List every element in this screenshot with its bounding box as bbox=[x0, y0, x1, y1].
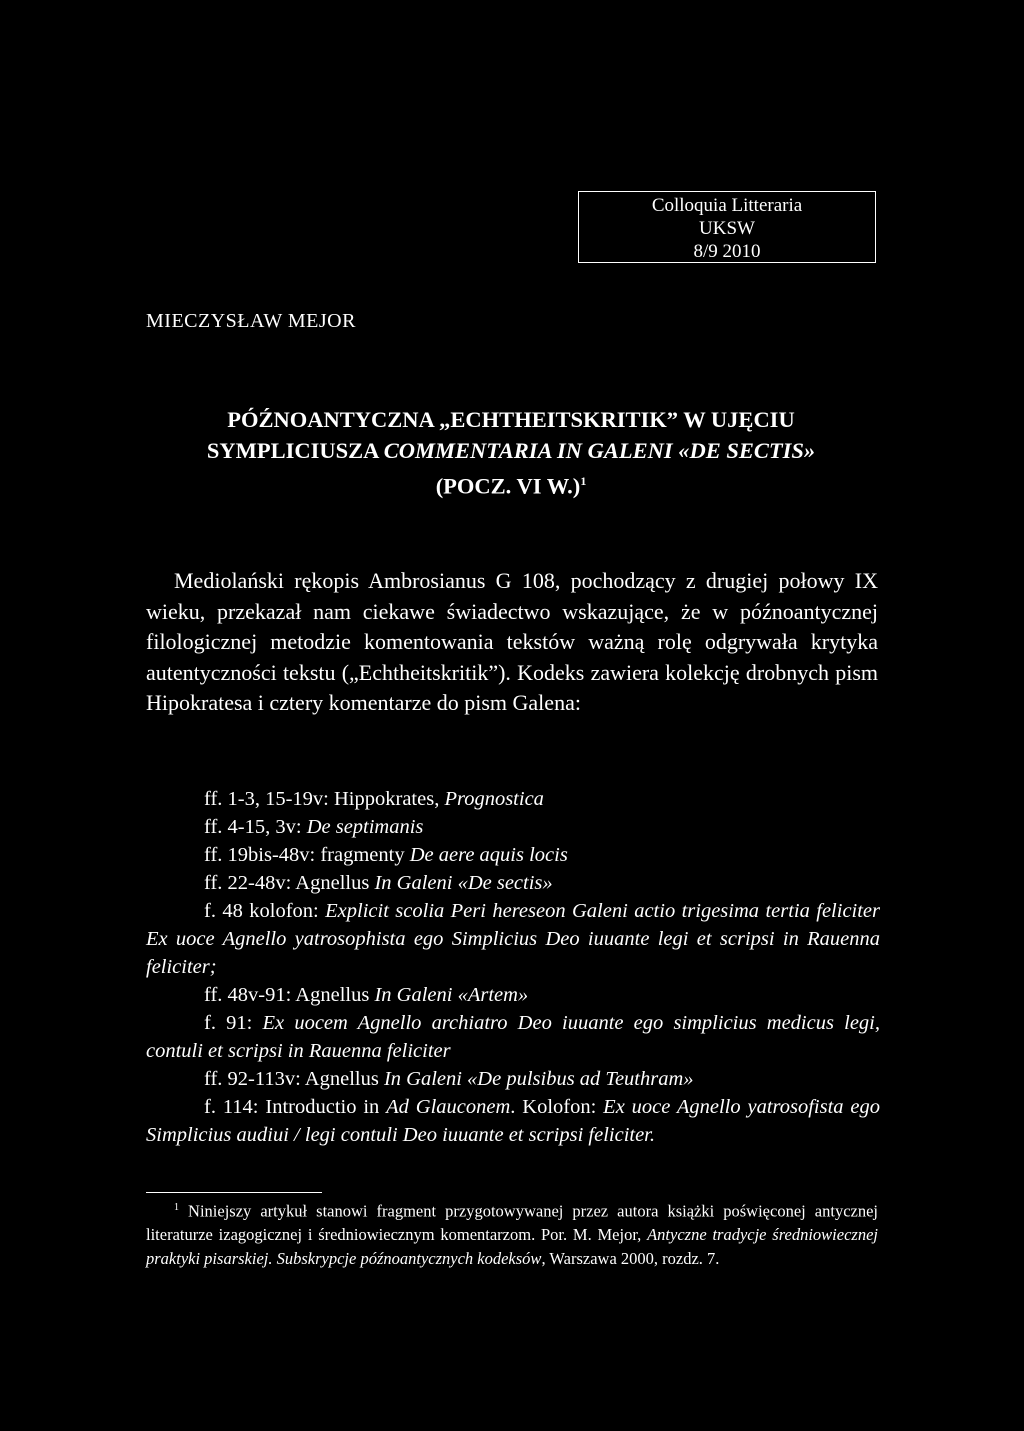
title-line-2-italic: COMMENTARIA IN GALENI «DE SECTIS» bbox=[383, 438, 816, 463]
footnote bbox=[146, 1196, 878, 1270]
title-line-2 bbox=[146, 435, 876, 466]
list-item-text: f. 48 kolofon: bbox=[204, 900, 326, 922]
list-item bbox=[204, 813, 880, 841]
body-paragraph: Mediolański rękopis Ambrosianus G 108, pochodzący z drugiej połowy IX wieku, przekazał nam ciekawe świadectwo wskazujące, że w późnoantycznej filologicznej metodzie komentowania tekstów ważną rolę odgrywała krytyka autentyczności tekstu („Echtheitskritik”). Kodeks zawiera kolekcję drobnych pism Hipokratesa i cztery komentarze do pism Galena: bbox=[146, 568, 878, 715]
list-item-text: f. 91: bbox=[204, 1012, 263, 1034]
list-item-title: Explicit scolia Peri hereseon Galeni actio trigesima tertia feliciter Ex uoce Agnello yatrosophista ego Simplicius Deo iuuante legi et scripsi in Rauenna feliciter; bbox=[146, 900, 881, 978]
manuscript-contents-list bbox=[146, 785, 881, 1149]
list-item bbox=[204, 1065, 880, 1093]
list-item-colophon bbox=[146, 1093, 880, 1149]
footnote-divider bbox=[146, 1192, 322, 1193]
title-footnote-mark: 1 bbox=[580, 474, 587, 488]
list-item-text: ff. 19bis-48v: fragmenty bbox=[204, 844, 410, 866]
author-name: MIECZYSŁAW MEJOR bbox=[146, 310, 356, 332]
list-item-colophon bbox=[146, 1009, 880, 1065]
title-line-1: PÓŹNOANTYCZNA „ECHTHEITSKRITIK” W UJĘCIU bbox=[227, 407, 795, 432]
footnote-mark: 1 bbox=[174, 1202, 179, 1213]
footnote-cited-title: Antyczne tradycje średniowiecznej praktyki pisarskiej. Subskrypcje późnoantycznych kodeksów bbox=[146, 1225, 878, 1268]
list-item-title: Ex uocem Agnello archiatro Deo iuuante ego simplicius medicus legi, contuli et scripsi in Rauenna feliciter bbox=[146, 1012, 880, 1062]
journal-info-box bbox=[578, 191, 876, 263]
list-item bbox=[204, 841, 880, 869]
list-item-text: . Kolofon: bbox=[510, 1096, 604, 1118]
list-item-title: In Galeni «De pulsibus ad Teuthram» bbox=[383, 1068, 694, 1090]
list-item-title: In Galeni «De sectis» bbox=[374, 872, 553, 894]
journal-publisher: UKSW bbox=[699, 218, 755, 239]
title-line-3 bbox=[146, 466, 876, 502]
title-line-2-plain: SYMPLICIUSZA bbox=[206, 438, 384, 463]
body-paragraph-block bbox=[146, 566, 878, 719]
title-line-3-text: (POCZ. VI W.) bbox=[435, 473, 581, 499]
list-item-text: ff. 4-15, 3v: bbox=[204, 816, 307, 838]
article-title bbox=[146, 404, 876, 502]
list-item-title: In Galeni «Artem» bbox=[374, 984, 529, 1006]
footnote-text bbox=[146, 1196, 878, 1270]
footnote-text-part1: Niniejszy artykuł stanowi fragment przygotowywanej przez autora książki poświęconej antycznej literaturze izagogicznej i średniowiecznym komentarzom. Por. M. Mejor, bbox=[146, 1201, 878, 1244]
list-item-colophon bbox=[146, 897, 880, 981]
journal-name: Colloquia Litteraria bbox=[651, 195, 803, 216]
list-item-title: Prognostica bbox=[444, 788, 544, 810]
list-item-title: De septimanis bbox=[306, 816, 424, 838]
list-item-text: ff. 48v-91: Agnellus bbox=[204, 984, 375, 1006]
list-item-title: De aere aquis locis bbox=[409, 844, 568, 866]
list-item-text: f. 114: Introductio in bbox=[204, 1096, 387, 1118]
list-item-text: ff. 92-113v: Agnellus bbox=[204, 1068, 384, 1090]
list-item-text: ff. 22-48v: Agnellus bbox=[204, 872, 375, 894]
journal-issue: 8/9 2010 bbox=[693, 241, 761, 262]
list-item-text: ff. 1-3, 15-19v: Hippokrates, bbox=[204, 788, 445, 810]
list-item bbox=[204, 869, 880, 897]
list-item bbox=[204, 785, 880, 813]
list-item-title: Ex uoce Agnello yatrosofista ego Simplicius audiui / legi contuli Deo iuuante et scripsi feliciter. bbox=[146, 1096, 880, 1146]
list-item-title: Ad Glauconem bbox=[386, 1096, 511, 1118]
list-item bbox=[204, 981, 880, 1009]
footnote-text-part2: , Warszawa 2000, rozdz. 7. bbox=[541, 1248, 720, 1268]
